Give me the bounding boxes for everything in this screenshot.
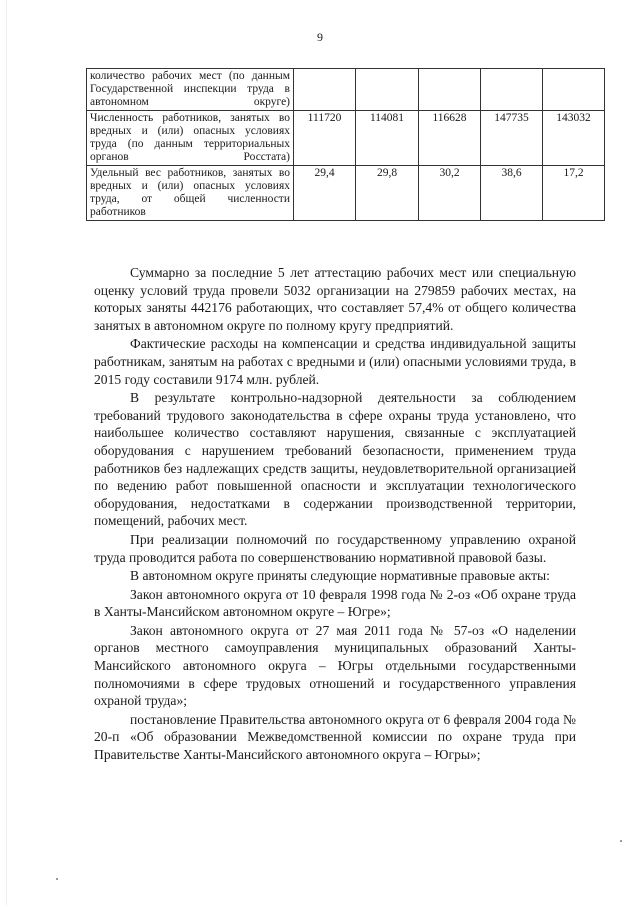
table-cell: 38,6 bbox=[481, 166, 543, 221]
row-label: Численность работников, занятых во вредных и (или) опасных условиях труда (по данным территориальных органов Росстата) bbox=[87, 111, 294, 166]
table-cell: 147735 bbox=[481, 111, 543, 166]
scan-artifact-dot bbox=[56, 878, 58, 880]
table-cell: 29,4 bbox=[294, 166, 356, 221]
table-cell: 30,2 bbox=[419, 166, 481, 221]
paragraph: Закон автономного округа от 27 мая 2011 года № 57-оз «О наделении органов местного самоуправления муниципальных образований Ханты-Мансийского автономного округа – Югры отдельными государственными полномочиями в сфере трудовых отношений и государственного управления охраной труда»; bbox=[94, 622, 576, 709]
table-cell bbox=[543, 69, 605, 111]
statistics-table bbox=[86, 68, 605, 221]
table-row bbox=[87, 69, 605, 111]
table-row bbox=[87, 166, 605, 221]
table-cell bbox=[356, 69, 419, 111]
document-body bbox=[94, 264, 576, 765]
table-cell: 143032 bbox=[543, 111, 605, 166]
paragraph: При реализации полномочий по государственному управлению охраной труда проводится работа по совершенствованию нормативной правовой базы. bbox=[94, 531, 576, 565]
paragraph: постановление Правительства автономного округа от 6 февраля 2004 года № 20-п «Об образовании Межведомственной комиссии по охране труда при Правительстве Ханты-Мансийского автономного округа – Югры»; bbox=[94, 711, 576, 763]
page-number: 9 bbox=[317, 30, 323, 44]
row-label: Удельный вес работников, занятых во вредных и (или) опасных условиях труда, от общей численности работников bbox=[87, 166, 294, 221]
table-cell: 114081 bbox=[356, 111, 419, 166]
table-cell bbox=[294, 69, 356, 111]
row-label: количество рабочих мест (по данным Государственной инспекции труда в автономном округе) bbox=[87, 69, 294, 111]
table-cell: 29,8 bbox=[356, 166, 419, 221]
scan-edge-mark bbox=[6, 0, 7, 905]
scan-artifact-dot bbox=[620, 840, 622, 842]
table-row bbox=[87, 111, 605, 166]
table-cell bbox=[481, 69, 543, 111]
paragraph: В результате контрольно-надзорной деятельности за соблюдением требований трудового законодательства в сфере охраны труда установлено, что наибольшее количество составляют нарушения, связанные с эксплуатацией оборудования с нарушением требований безопасности, применением труда работников без надлежащих средств защиты, неудовлетворительной организацией по ведению работ повышенной опасности и эксплуатации технологического оборудования, недостатками в содержании производственной территории, помещений, рабочих мест. bbox=[94, 390, 576, 529]
table-cell: 17,2 bbox=[543, 166, 605, 221]
paragraph: Закон автономного округа от 10 февраля 1998 года № 2-оз «Об охране труда в Ханты-Мансийском автономном округе – Югре»; bbox=[94, 586, 576, 620]
table-cell bbox=[419, 69, 481, 111]
table-cell: 116628 bbox=[419, 111, 481, 166]
paragraph: Суммарно за последние 5 лет аттестацию рабочих мест или специальную оценку условий труда провели 5032 организации на 279859 рабочих местах, на которых заняты 442176 работающих, что составляет 57,4% от общего количества занятых в автономном округе по полному кругу предприятий. bbox=[94, 265, 576, 333]
paragraph: В автономном округе приняты следующие нормативные правовые акты: bbox=[130, 568, 550, 584]
paragraph: Фактические расходы на компенсации и средства индивидуальной защиты работникам, занятым на работах с вредными и (или) опасными условиями труда, в 2015 году составили 9174 млн. рублей. bbox=[94, 336, 576, 387]
table-cell: 111720 bbox=[294, 111, 356, 166]
